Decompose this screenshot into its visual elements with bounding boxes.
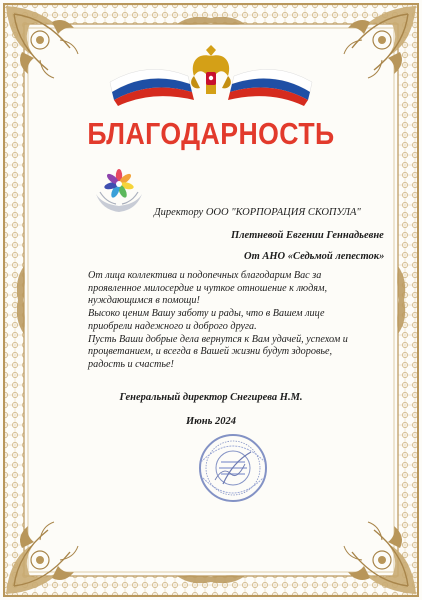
org-logo-icon — [92, 166, 146, 218]
seal-stamp-icon — [193, 432, 273, 504]
body-paragraph: Высоко ценим Вашу заботу и рады, что в Вашем лице приобрели надежного и доброго друга. — [88, 308, 325, 332]
body-paragraph: Пусть Ваши добрые дела вернутся к Вам удачей, успехом и процветанием, и всегда в Вашей жизни будут здоровье, радость и счастье! — [88, 333, 348, 370]
body-paragraph: От лица коллектива и подопечных благодарим Вас за проявленное милосердие и чуткое отношение к людям, нуждающимся в помощи! — [88, 270, 328, 307]
letter-body — [88, 270, 362, 372]
document-title: БЛАГОДАРНОСТЬ — [87, 116, 335, 151]
date-line: Июнь 2024 — [185, 416, 237, 427]
addressee-line: Директору ООО "КОРПОРАЦИЯ СКОПУЛА" — [154, 207, 361, 218]
russian-emblem-icon — [108, 42, 314, 106]
signature-line: Генеральный директор Снегирева Н.М. — [119, 392, 303, 403]
recipient-name: Плетневой Евгении Геннадьевне — [231, 230, 384, 241]
from-line: От АНО «Седьмой лепесток» — [244, 251, 385, 262]
